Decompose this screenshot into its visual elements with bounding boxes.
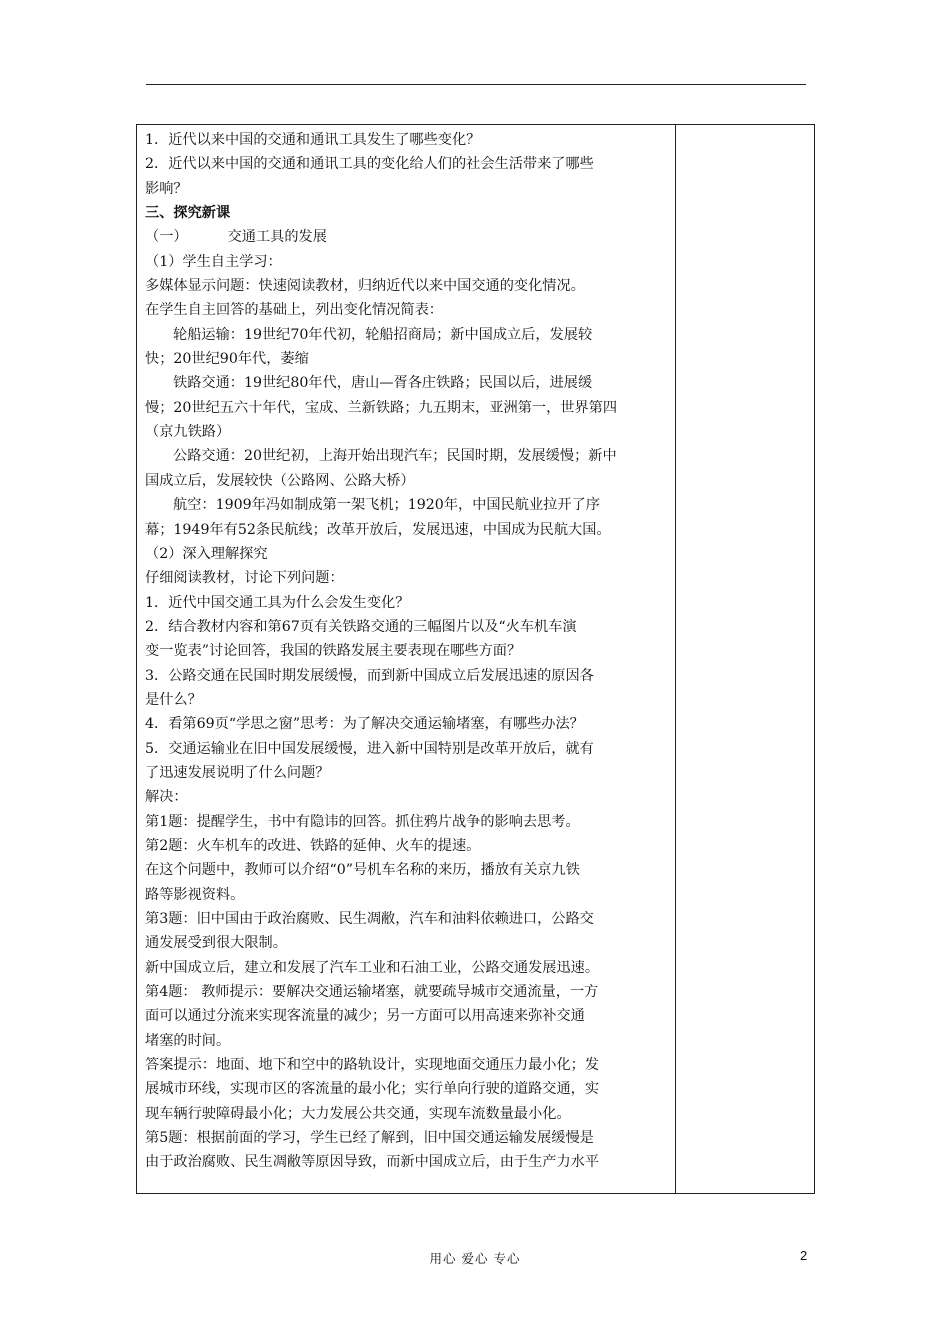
section-number: （一） bbox=[145, 229, 188, 246]
text-line: 仔细阅读教材，讨论下列问题： bbox=[145, 570, 344, 587]
text-line: 现车辆行驶障碍最小化；大力发展公共交通，实现车流数量最小化。 bbox=[145, 1105, 571, 1122]
text-line: 多媒体显示问题：快速阅读教材，归纳近代以来中国交通的变化情况。 bbox=[145, 278, 585, 295]
text-line: 2．结合教材内容和第67页有关铁路交通的三幅图片以及“火车机车演 bbox=[145, 618, 577, 635]
text-line: 在这个问题中，教师可以介绍“0”号机车名称的来历，播放有关京九铁 bbox=[145, 862, 580, 879]
text-line: 面可以通过分流来实现客流量的减少；另一方面可以用高速来弥补交通 bbox=[145, 1008, 585, 1025]
header-rule bbox=[146, 84, 806, 85]
text-line: 航空：1909年冯如制成第一架飞机；1920年，中国民航业拉开了序 bbox=[173, 497, 600, 514]
text-line: 第2题：火车机车的改进、铁路的延伸、火车的提速。 bbox=[145, 837, 481, 854]
text-line: 通发展受到很大限制。 bbox=[145, 935, 287, 952]
text-line: 展城市环线，实现市区的客流量的最小化；实行单向行驶的道路交通，实 bbox=[145, 1081, 600, 1098]
text-line: 第3题：旧中国由于政治腐败、民生凋敝，汽车和油料依赖进口，公路交 bbox=[145, 911, 594, 927]
page-number: 2 bbox=[800, 1248, 808, 1263]
section-title: 交通工具的发展 bbox=[227, 229, 327, 246]
footer-slogan: 用心 爱心 专心 bbox=[429, 1251, 521, 1266]
text-line: 是什么？ bbox=[145, 691, 202, 708]
text-line: 国成立后，发展较快（公路网、公路大桥） bbox=[145, 472, 415, 489]
text-line: 第4题： 教师提示：要解决交通运输堵塞，就要疏导城市交通流量，一方 bbox=[145, 984, 599, 1001]
text-line: （京九铁路） bbox=[145, 424, 231, 441]
text-line: 1．近代以来中国的交通和通讯工具发生了哪些变化？ bbox=[145, 132, 481, 148]
text-line: 三、探究新课 bbox=[145, 205, 231, 222]
text-line: 幕；1949年有52条民航线；改革开放后，发展迅速，中国成为民航大国。 bbox=[145, 521, 611, 538]
notes-column-cell bbox=[676, 125, 814, 1193]
text-line: 2．近代以来中国的交通和通讯工具的变化给人们的社会生活带来了哪些 bbox=[145, 156, 594, 173]
text-line: 路等影视资料。 bbox=[145, 886, 245, 903]
text-line: 了迅速发展说明了什么问题？ bbox=[145, 764, 330, 781]
text-line: 第5题：根据前面的学习，学生已经了解到，旧中国交通运输发展缓慢是 bbox=[145, 1130, 594, 1147]
text-line: （1）学生自主学习： bbox=[145, 253, 282, 270]
text-line: 由于政治腐败、民生凋敝等原因导致，而新中国成立后，由于生产力水平 bbox=[145, 1154, 600, 1171]
text-line: 堵塞的时间。 bbox=[145, 1032, 231, 1049]
text-line: 第1题：提醒学生，书中有隐讳的回答。抓住鸦片战争的影响去思考。 bbox=[145, 813, 580, 830]
text-line bbox=[145, 225, 670, 249]
text-line: 铁路交通：19世纪80年代，唐山—胥各庄铁路；民国以后，进展缓 bbox=[173, 375, 593, 392]
text-line: 影响？ bbox=[145, 180, 188, 197]
lesson-table bbox=[136, 124, 815, 1194]
text-line: 5．交通运输业在旧中国发展缓慢，进入新中国特别是改革开放后，就有 bbox=[145, 740, 594, 757]
text-line: 1．近代中国交通工具为什么会发生变化？ bbox=[145, 594, 410, 611]
text-line: 轮船运输：19世纪70年代初，轮船招商局；新中国成立后，发展较 bbox=[173, 326, 593, 343]
lesson-content-cell bbox=[145, 128, 670, 1175]
text-line: 在学生自主回答的基础上，列出变化情况简表： bbox=[145, 302, 443, 319]
text-line: 4．看第69页“学思之窗”思考：为了解决交通运输堵塞，有哪些办法？ bbox=[145, 716, 584, 733]
text-line: 慢；20世纪五六十年代，宝成、兰新铁路；九五期末，亚洲第一，世界第四 bbox=[145, 399, 618, 416]
text-line: 新中国成立后，建立和发展了汽车工业和石油工业，公路交通发展迅速。 bbox=[145, 959, 600, 976]
text-line: 变一览表”讨论回答，我国的铁路发展主要表现在哪些方面？ bbox=[145, 643, 522, 660]
text-line: （2）深入理解探究 bbox=[145, 545, 268, 562]
text-line: 快；20世纪90年代，萎缩 bbox=[145, 351, 309, 368]
text-line: 答案提示：地面、地下和空中的路轨设计，实现地面交通压力最小化；发 bbox=[145, 1057, 600, 1074]
text-line: 公路交通：20世纪初，上海开始出现汽车；民国时期，发展缓慢；新中 bbox=[173, 448, 617, 465]
text-line: 3．公路交通在民国时期发展缓慢，而到新中国成立后发展迅速的原因各 bbox=[145, 667, 594, 684]
text-line: 解决： bbox=[145, 789, 188, 806]
